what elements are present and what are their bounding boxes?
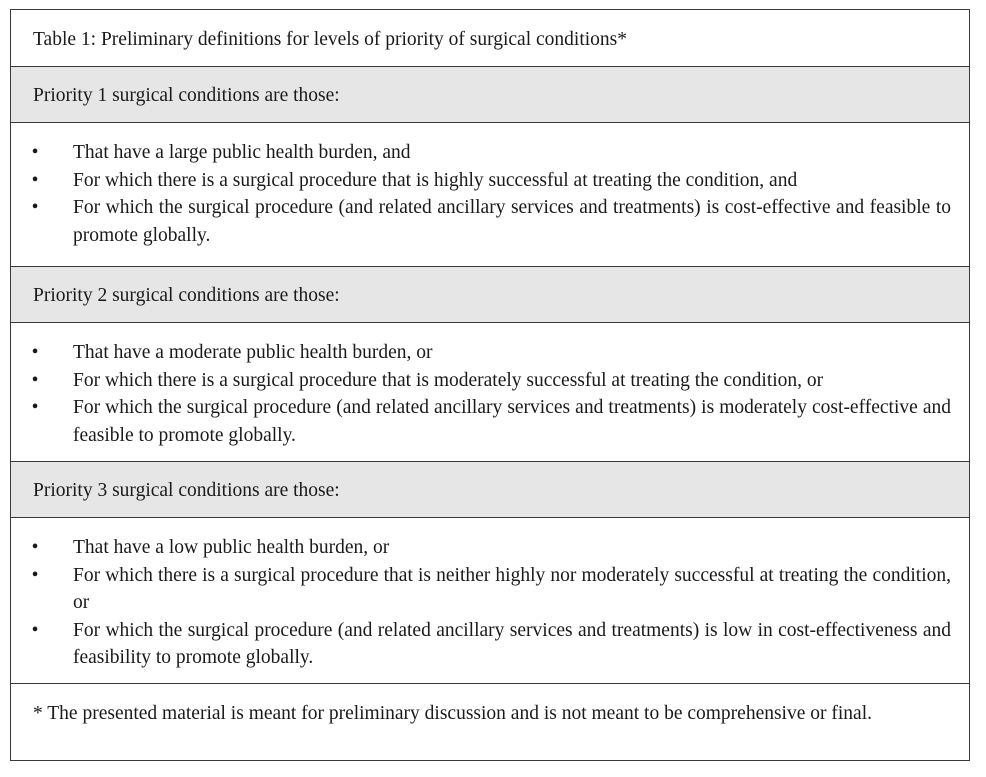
table-title-row — [11, 10, 969, 67]
list-item: • For which there is a surgical procedure that is neither highly nor moderately successful at treating the condition, or — [29, 562, 951, 617]
priority-2-header-row — [11, 267, 969, 323]
priority-2-header: Priority 2 surgical conditions are those: — [33, 285, 340, 306]
bullet-icon: • — [31, 369, 39, 391]
list-item: • For which the surgical procedure (and related ancillary services and treatments) is cost-effective and feasible to promote globally. — [29, 194, 951, 249]
priority-2-body-row — [11, 323, 969, 462]
priority-1-header: Priority 1 surgical conditions are those: — [33, 85, 340, 106]
bullet-icon: • — [31, 619, 39, 641]
priority-3-list — [29, 534, 951, 672]
bullet-icon: • — [31, 397, 39, 418]
list-item: • For which there is a surgical procedure that is moderately successful at treating the condition, or — [29, 367, 951, 395]
bullet-icon: • — [31, 142, 39, 163]
list-item: • For which the surgical procedure (and related ancillary services and treatments) is moderately cost-effective and feasible to promote globally. — [29, 394, 951, 449]
priority-3-header: Priority 3 surgical conditions are those: — [33, 480, 340, 501]
list-item: • For which there is a surgical procedure that is highly successful at treating the condition, and — [29, 167, 951, 195]
priority-2-list — [29, 339, 951, 449]
list-item: • That have a large public health burden, and — [29, 139, 951, 167]
list-item: • That have a low public health burden, or — [29, 534, 951, 562]
bullet-icon: • — [31, 342, 39, 363]
priority-definitions-table — [10, 9, 970, 761]
priority-3-body-row — [11, 518, 969, 684]
list-item: • That have a moderate public health burden, or — [29, 339, 951, 367]
bullet-icon: • — [31, 564, 39, 586]
priority-1-header-row — [11, 67, 969, 123]
footnote-row — [11, 684, 969, 762]
list-item: • For which the surgical procedure (and related ancillary services and treatments) is low in cost-effectiveness and feasibility to promote globally. — [29, 617, 951, 672]
priority-3-header-row — [11, 462, 969, 518]
footnote: * The presented material is meant for preliminary discussion and is not meant to be comprehensive or final. — [33, 703, 872, 724]
bullet-icon: • — [31, 197, 39, 218]
table-title: Table 1: Preliminary definitions for levels of priority of surgical conditions* — [33, 29, 627, 50]
bullet-icon: • — [31, 537, 39, 558]
priority-1-list — [29, 139, 951, 249]
bullet-icon: • — [31, 169, 39, 191]
priority-1-body-row — [11, 123, 969, 267]
